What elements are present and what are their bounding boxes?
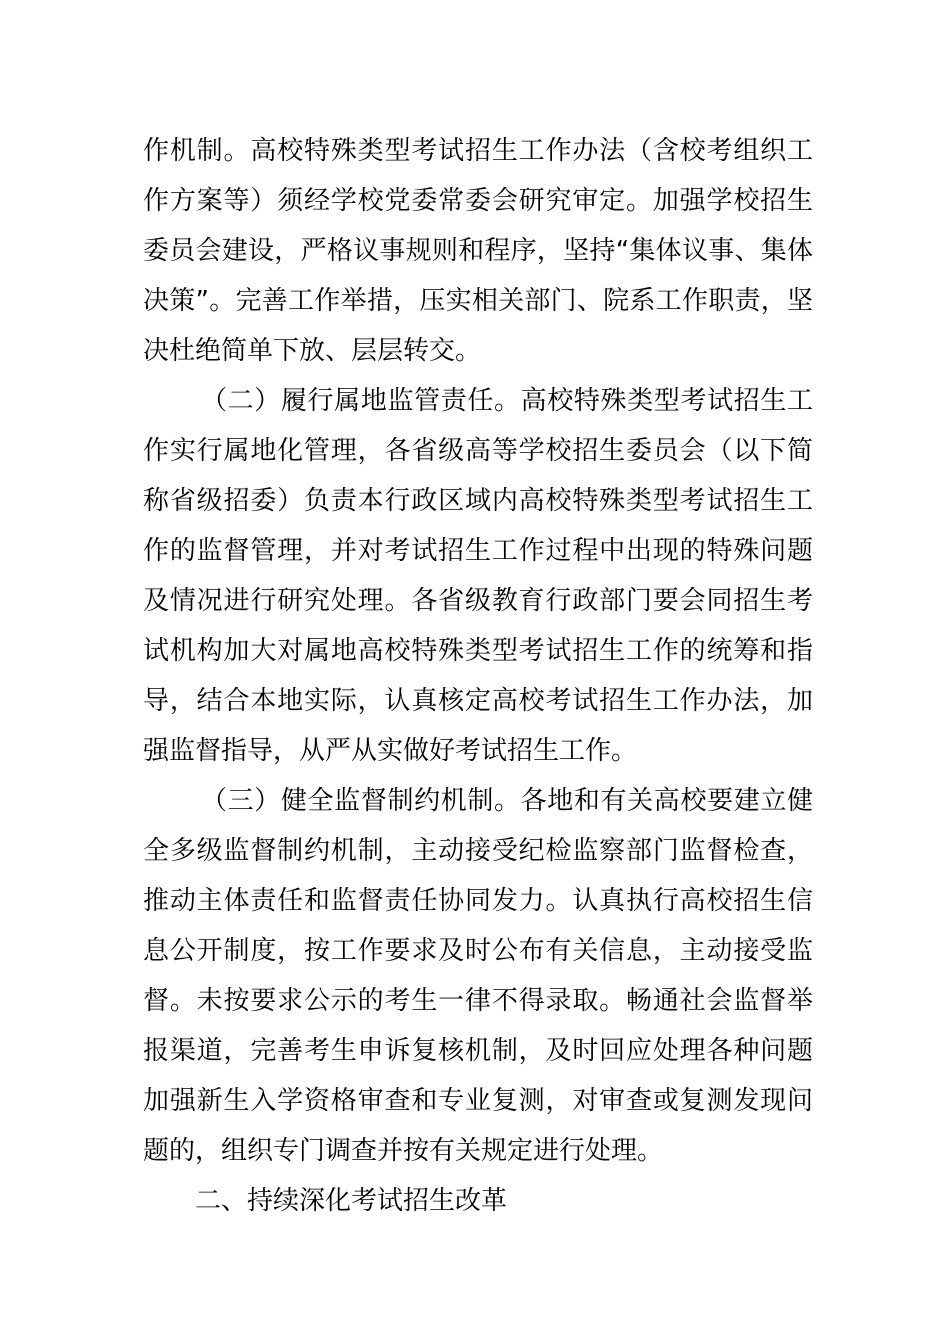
- text-line-21: 题的，组织专门调查并按有关规定进行处理。: [143, 1136, 664, 1166]
- document-body: [143, 126, 813, 1226]
- text-line-2: 作方案等）须经学校党委常委会研究审定。加强学校招生: [143, 186, 813, 216]
- text-line-9: 作的监督管理，并对考试招生工作过程中出现的特殊问题: [143, 536, 813, 566]
- text-line-11: 试机构加大对属地高校特殊类型考试招生工作的统筹和指: [143, 636, 813, 666]
- text-line-13: 强监督指导，从严从实做好考试招生工作。: [143, 736, 638, 766]
- section-heading: 二、持续深化考试招生改革: [195, 1186, 508, 1216]
- text-line-10: 及情况进行研究处理。各省级教育行政部门要会同招生考: [143, 586, 813, 616]
- text-line-1: 作机制。高校特殊类型考试招生工作办法（含校考组织工: [143, 136, 813, 166]
- text-line-16: 推动主体责任和监督责任协同发力。认真执行高校招生信: [143, 886, 813, 916]
- text-line-4: 决策”。完善工作举措，压实相关部门、院系工作职责，坚: [143, 286, 813, 316]
- section-2-first-line: （二）履行属地监管责任。高校特殊类型考试招生工: [201, 386, 813, 416]
- text-line-5: 决杜绝简单下放、层层转交。: [143, 336, 482, 366]
- text-line-18: 督。未按要求公示的考生一律不得录取。畅通社会监督举: [143, 986, 813, 1016]
- text-line-3: 委员会建设，严格议事规则和程序，坚持“集体议事、集体: [143, 236, 813, 266]
- text-line-8: 称省级招委）负责本行政区域内高校特殊类型考试招生工: [143, 486, 813, 516]
- text-line-17: 息公开制度，按工作要求及时公布有关信息，主动接受监: [143, 936, 813, 966]
- text-line-15: 全多级监督制约机制，主动接受纪检监察部门监督检查，: [143, 836, 813, 866]
- text-line-12: 导，结合本地实际，认真核定高校考试招生工作办法，加: [143, 686, 813, 716]
- section-3-first-line: （三）健全监督制约机制。各地和有关高校要建立健: [201, 786, 813, 816]
- text-line-19: 报渠道，完善考生申诉复核机制，及时回应处理各种问题: [143, 1036, 813, 1066]
- text-line-7: 作实行属地化管理，各省级高等学校招生委员会（以下简: [143, 436, 813, 466]
- text-line-20: 加强新生入学资格审查和专业复测，对审查或复测发现问: [143, 1086, 813, 1116]
